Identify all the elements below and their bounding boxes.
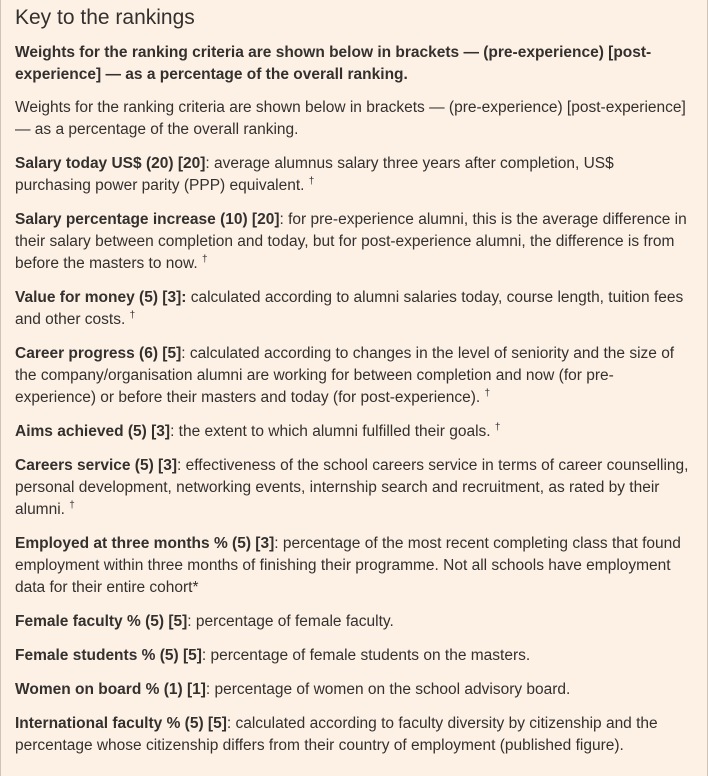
entry-employed-three-months <box>15 533 693 599</box>
dagger-mark: † <box>201 253 208 265</box>
entry-description: calculated according to alumni salaries today, course length, tuition fees and other costs. <box>15 289 684 328</box>
entry-career-progress <box>15 343 693 409</box>
dagger-mark: † <box>129 309 136 321</box>
entry-description: : average alumnus salary three years after completion, US$ purchasing power parity (PPP) equivalent. <box>15 155 614 194</box>
panel-title: Key to the rankings <box>15 6 195 29</box>
entry-term: Value for money (5) [3]: <box>15 289 187 306</box>
entry-salary-today <box>15 153 693 197</box>
entry-term: Career progress (6) [5] <box>15 345 182 362</box>
dagger-mark: † <box>308 175 315 187</box>
dagger-mark: † <box>494 421 501 433</box>
entry-term: Female students % (5) [5] <box>15 647 202 664</box>
intro-paragraph: Weights for the ranking criteria are shown below in brackets — (pre-experience) [post-experience] — as a percentage of the overall ranking. <box>15 99 686 138</box>
entry-description: : percentage of female faculty. <box>187 613 394 630</box>
entry-description: : percentage of female students on the masters. <box>201 647 531 664</box>
entry-term: Employed at three months % (5) [3] <box>15 535 275 552</box>
dagger-mark: † <box>69 499 75 511</box>
entry-term: Careers service (5) [3] <box>15 457 177 474</box>
entry-description: : percentage of the most recent completing class that found employment within three months of finishing their programme. Not all schools have employment data for their entire cohort* <box>15 535 681 596</box>
entry-salary-increase <box>15 209 693 275</box>
entry-term: International faculty % (5) [5] <box>15 715 227 732</box>
entry-description: : calculated according to changes in the level of seniority and the size of the company/organisation alumni are working for between completion and now (for pre-experience) or before their masters and today (for post-experience). <box>15 345 675 406</box>
entry-female-faculty <box>15 611 693 633</box>
entry-aims-achieved <box>15 421 693 443</box>
intro-bold-paragraph: Weights for the ranking criteria are shown below in brackets — (pre-experience) [post-experience] — as a percentage of the overall ranking. <box>15 44 652 83</box>
entry-female-students <box>15 645 693 667</box>
entry-term: Female faculty % (5) [5] <box>15 613 188 630</box>
entry-description: : effectiveness of the school careers service in terms of career counselling, personal development, networking events, internship search and recruitment, as rated by their alumni. <box>15 457 689 518</box>
entry-term: Salary percentage increase (10) [20] <box>15 211 280 228</box>
entry-description: : for pre-experience alumni, this is the average difference in their salary between completion and today, but for post-experience alumni, the difference is from before the masters to now. <box>15 211 687 272</box>
entry-value-for-money <box>15 287 693 331</box>
entry-women-on-board <box>15 679 693 701</box>
entry-international-faculty <box>15 713 693 757</box>
entry-term: Women on board % (1) [1] <box>15 681 206 698</box>
entry-careers-service <box>15 455 693 521</box>
entry-description: : the extent to which alumni fulfilled their goals. <box>170 423 491 440</box>
entry-description: : percentage of women on the school advisory board. <box>205 681 571 698</box>
dagger-mark: † <box>484 387 491 399</box>
entry-term: Salary today US$ (20) [20] <box>15 155 206 172</box>
entry-description: : calculated according to faculty diversity by citizenship and the percentage whose citizenship differs from their country of employment (published figure). <box>15 715 658 754</box>
entry-term: Aims achieved (5) [3] <box>15 423 171 440</box>
